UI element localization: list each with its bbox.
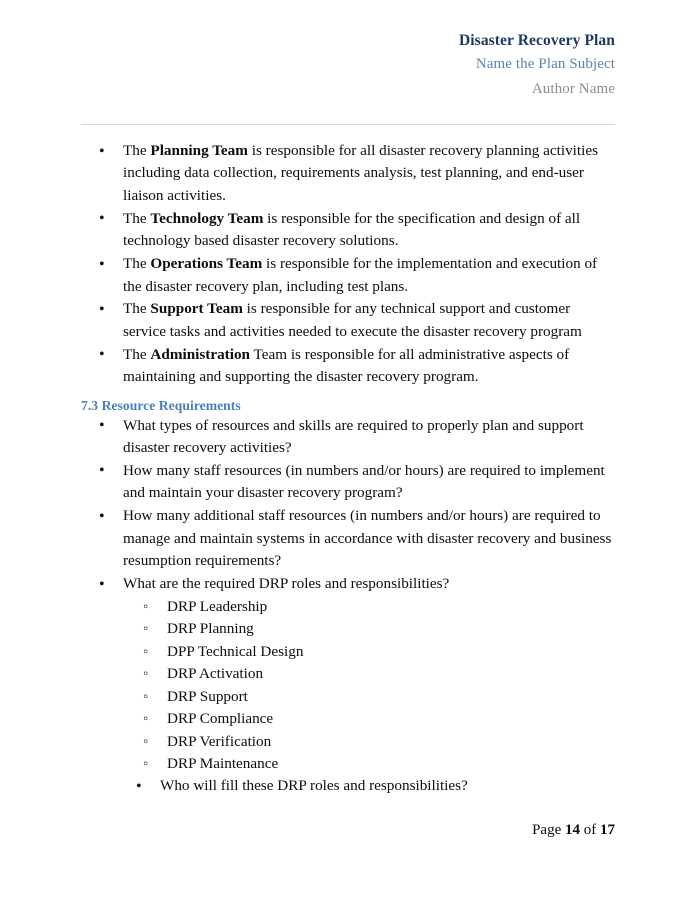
- drp-roles-list: [0, 596, 696, 775]
- drp-role-item: ◦ DRP Maintenance: [0, 753, 696, 775]
- drp-role-item: ◦ DRP Support: [0, 686, 696, 708]
- bullet-text-rest: is responsible for the implementation and execution of the disaster recovery plan, including test plans.: [123, 255, 598, 295]
- team-name: Administration: [150, 345, 250, 363]
- drp-role-item: ◦ DRP Verification: [0, 731, 696, 753]
- header-author: Author Name: [531, 81, 615, 98]
- bullet-text-prefix: The: [123, 255, 151, 273]
- footer-page-label: Page: [532, 822, 565, 838]
- bullet-text-prefix: The: [123, 300, 151, 318]
- resource-question-item: • How many staff resources (in numbers and/or hours) are required to implement and maintain your disaster recovery program?: [0, 460, 696, 505]
- bullet-text-rest: is responsible for any technical support and customer service tasks and activities needed to execute the disaster recovery program: [123, 300, 582, 340]
- resource-question-item: • How many additional staff resources (in numbers and/or hours) are required to manage and maintain systems in accordance with disaster recovery and business resumption requirements?: [0, 505, 696, 572]
- team-bullet: [0, 298, 696, 343]
- team-name: Technology Team: [150, 209, 264, 227]
- team-name: Support Team: [150, 300, 243, 318]
- team-responsibilities-list: [0, 140, 696, 389]
- page-footer: [81, 822, 615, 839]
- bullet-text-rest: Team is responsible for all administrative aspects of maintaining and supporting the disaster recovery program.: [123, 345, 570, 386]
- closing-question-item: • Who will fill these DRP roles and responsibilities?: [0, 775, 696, 797]
- team-bullet: [0, 253, 696, 298]
- bullet-text-rest: is responsible for the specification and design of all technology based disaster recovery solutions.: [123, 209, 581, 250]
- closing-question-list: [0, 775, 696, 797]
- team-name: Planning Team: [150, 142, 248, 159]
- header-divider: [81, 124, 615, 125]
- document-body: [0, 140, 696, 798]
- footer-current-page: 14: [565, 822, 580, 838]
- footer-total-pages: 17: [600, 822, 615, 838]
- team-bullet: [0, 344, 696, 389]
- footer-of-label: of: [580, 822, 600, 838]
- bullet-text-prefix: The: [123, 142, 151, 159]
- bullet-text-prefix: The: [123, 345, 151, 363]
- bullet-text-rest: is responsible for all disaster recovery planning activities including data collection, requirements analysis, test planning, and end-user liaison activities.: [123, 142, 598, 204]
- header-subject: Name the Plan Subject: [475, 56, 615, 73]
- team-bullet: [0, 208, 696, 253]
- team-name: Operations Team: [150, 255, 263, 273]
- drp-role-item: ◦ DRP Planning: [0, 618, 696, 640]
- resource-question-item: • What are the required DRP roles and responsibilities?: [0, 573, 696, 595]
- drp-role-item: ◦ DRP Activation: [0, 663, 696, 685]
- bullet-text-prefix: The: [123, 209, 151, 227]
- document-header: [81, 30, 615, 103]
- resource-question-item: • What types of resources and skills are required to properly plan and support disaster recovery activities?: [0, 415, 696, 460]
- team-bullet: [0, 140, 696, 207]
- drp-role-item: ◦ DRP Compliance: [0, 708, 696, 730]
- drp-role-item: ◦ DRP Leadership: [0, 596, 696, 618]
- drp-role-item: ◦ DPP Technical Design: [0, 641, 696, 663]
- section-heading-7-3: 7.3 Resource Requirements: [81, 397, 241, 413]
- resource-questions-list: [0, 415, 696, 596]
- header-title: Disaster Recovery Plan: [458, 32, 615, 49]
